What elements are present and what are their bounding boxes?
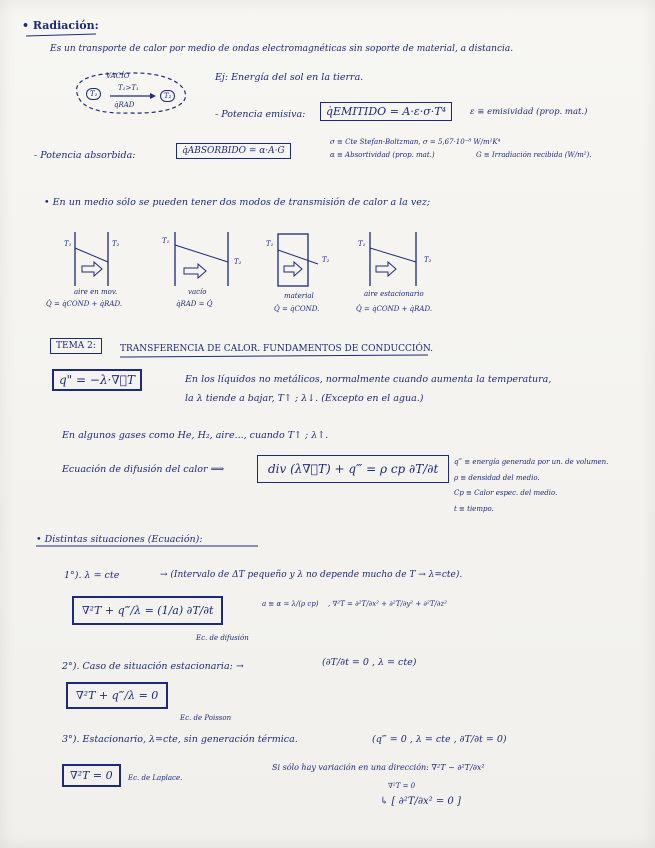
tema2-title: TRANSFERENCIA DE CALOR. FUNDAMENTOS DE CONDUCCIÓN. — [120, 344, 433, 354]
situacion-3-cond: (q‴ = 0 , λ = cte , ∂T/∂t = 0) — [372, 734, 507, 745]
radiacion-title: • Radiación: — [22, 19, 99, 32]
ecuacion-difusion-label: Ecuación de difusión del calor ⟹ — [62, 464, 225, 475]
d1-t1: T₁ — [64, 240, 72, 248]
t1-gt-label: T₁>T₁ — [118, 84, 139, 92]
medio-text: • En un medio sólo se pueden tener dos modos de transmisión de calor a la vez; — [44, 197, 431, 208]
situacion-3: 3°). Estacionario, λ=cte, sin generación térmica. — [62, 734, 298, 745]
cp-def: Cp ≡ Calor espec. del medio. — [454, 489, 558, 497]
irradiacion-def: G ≡ Irradiación recibida (W/m²). — [476, 151, 592, 159]
situaciones-title: • Distintas situaciones (Ecuación): — [36, 534, 203, 545]
q3-def: q‴ ≡ energía generada por un. de volumen. — [454, 458, 609, 466]
d4-formula: Q̇ = q̇COND + q̇RAD. — [356, 305, 433, 313]
d1-t2: T₂ — [112, 240, 120, 248]
potencia-absorbida-label: - Potencia absorbida: — [34, 150, 136, 161]
d4-caption: aire estacionario — [364, 290, 424, 298]
a-def: a ≡ α = λ/(ρ cp) — [262, 600, 319, 608]
tiempo-def: t ≡ tiempo. — [454, 505, 494, 513]
potencia-emisiva-label: - Potencia emisiva: — [215, 109, 306, 120]
alfa-def: α ≡ Absortividad (prop. mat.) — [330, 151, 435, 159]
d4-t2: T₂ — [424, 256, 432, 264]
vacio-label: VACÍO — [106, 72, 130, 80]
d4-t1: T₁ — [358, 240, 366, 248]
ec-laplace-box: ∇²T = 0 — [62, 764, 121, 787]
situacion-2-cond: (∂T/∂t = 0 , λ = cte) — [322, 657, 417, 668]
d1-formula: Q̇ = q̇COND + q̇RAD. — [46, 300, 123, 308]
potencia-absorbida-formula: q̇ABSORBIDO = α·A·G — [176, 143, 291, 159]
d2-t1: T₁ — [162, 237, 170, 245]
t2-box: T₂ — [160, 90, 175, 102]
d3-t1: T₁ — [266, 240, 274, 248]
liquidos-line2: la λ tiende a bajar, T↑ ; λ↓. (Excepto en el agua.) — [185, 393, 424, 404]
laplacian-def: , ∇²T = ∂²T/∂x² + ∂²T/∂y² + ∂²T/∂z² — [328, 600, 447, 608]
d2-formula: q̇RAD = Q̇ — [176, 300, 213, 308]
ec-laplace-caption: Ec. de Laplace. — [128, 774, 183, 782]
d3-caption: material — [284, 292, 314, 300]
ec-difusion-box: ∇²T + q‴/λ = (1/a) ∂T/∂t — [72, 596, 223, 625]
d3-formula: Q̇ = q̇COND. — [274, 305, 320, 313]
sigma-def: σ ≡ Cte Stefan-Boltzman, σ = 5,67·10⁻⁸ W/m²K⁴ — [330, 138, 501, 146]
fourier-law: q" = −λ·∇⃗T — [52, 369, 142, 391]
una-direccion-result: ↳ [ ∂²T/∂x² = 0 ] — [380, 796, 461, 807]
qrad-label: q̇RAD — [114, 101, 135, 109]
rho-def: ρ ≡ densidad del medio. — [454, 474, 540, 482]
d2-t2: T₂ — [234, 258, 242, 266]
ec-poisson-caption: Ec. de Poisson — [180, 714, 232, 722]
gases-text: En algunos gases como He, H₂, aire..., cuando T↑ ; λ↑. — [62, 430, 329, 441]
d2-caption: vacío — [188, 288, 207, 296]
d3-t2: T₂ — [322, 256, 330, 264]
ec-poisson-box: ∇²T + q‴/λ = 0 — [66, 682, 168, 709]
tema2-label: TEMA 2: — [50, 338, 102, 354]
radiacion-definition: Es un transporte de calor por medio de ondas electromagnéticas sin soporte de material, a distancia. — [50, 44, 514, 54]
ec-difusion-caption: Ec. de difusión — [196, 634, 249, 642]
potencia-emisiva-formula: q̇EMITIDO = A·ε·σ·T⁴ — [320, 102, 452, 121]
radiacion-example: Ej: Energía del sol en la tierra. — [215, 72, 364, 83]
liquidos-line1: En los líquidos no metálicos, normalmente cuando aumenta la temperatura, — [185, 374, 552, 385]
una-direccion-note-2: ∇²T = 0 — [388, 782, 416, 790]
d1-caption: aire en mov. — [74, 288, 118, 296]
t1-box: T₁ — [86, 88, 101, 100]
situacion-1-note: → (Intervalo de ΔT pequeño y λ no depende mucho de T → λ=cte). — [160, 570, 463, 580]
ecuacion-difusion-formula: div (λ∇⃗T) + q‴ = ρ cp ∂T/∂t — [257, 455, 449, 483]
situacion-1: 1°). λ = cte — [64, 570, 120, 581]
emisividad-def: ε ≡ emisividad (prop. mat.) — [470, 107, 588, 117]
una-direccion-note: Si sólo hay variación en una dirección: ∇²T ~ ∂²T/∂x² — [272, 763, 485, 772]
situacion-2: 2°). Caso de situación estacionaria: → — [62, 661, 244, 672]
